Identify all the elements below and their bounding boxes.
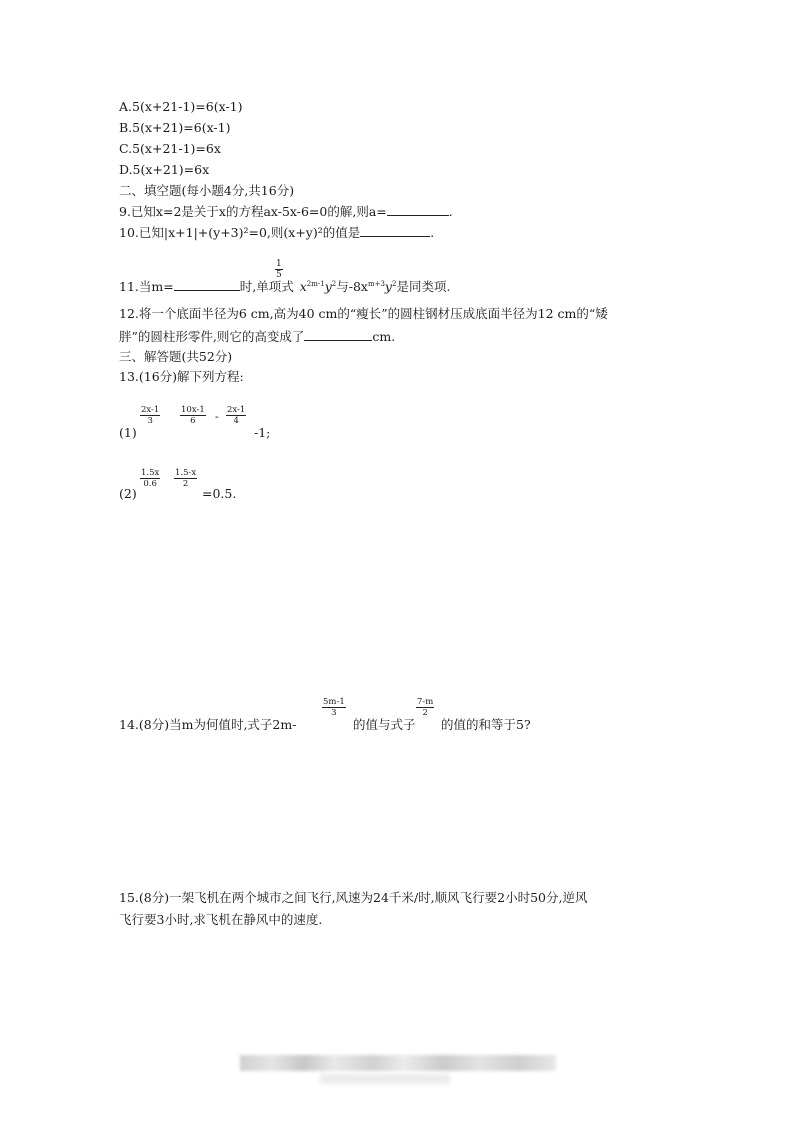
q14-f2-num: 7-m	[417, 697, 434, 707]
q13-1-f3-den: 4	[233, 416, 239, 426]
question-9-text: 9.已知x=2是关于x的方程ax-5x-6=0的解,则a=	[119, 204, 387, 219]
question-12-line-2	[119, 328, 395, 345]
question-9	[119, 203, 453, 220]
q13-1-f2-den: 6	[190, 416, 196, 426]
q13-2-f2-den: 2	[182, 479, 189, 489]
question-10-text: 10.已知|x+1|+(y+3)²=0,则(x+y)²的值是	[119, 225, 361, 240]
question-14-b: 的值与式子	[353, 717, 416, 732]
q11-exp-1: 2m-1	[306, 279, 325, 288]
q11-coef-den: 5	[276, 270, 282, 280]
question-13-title: 13.(16分)解下列方程:	[119, 369, 244, 384]
question-12-unit: cm.	[372, 329, 396, 344]
q11-y-exp-2: 2	[391, 279, 397, 288]
question-10-end: .	[430, 225, 435, 240]
q11-coefficient-fraction	[275, 259, 283, 280]
q11-term-y2: y	[384, 279, 392, 294]
question-12-line-1: 12.将一个底面半径为6 cm,高为40 cm的“瘦长”的圆柱钢材压成底面半径为12 cm的“矮	[119, 306, 608, 321]
question-11-mid: 时,单项式	[239, 279, 294, 294]
question-11	[119, 278, 450, 295]
option-c: C.5(x+21-1)=6x	[119, 141, 221, 156]
question-10	[119, 224, 434, 241]
question-14-c: 的值的和等于5?	[441, 717, 531, 732]
q11-term-x: x	[299, 279, 307, 294]
answer-blank-10	[360, 224, 430, 237]
section-3-title: 三、解答题(共52分)	[119, 349, 233, 364]
q13-1-tail: -1;	[254, 425, 271, 440]
q11-term-y: y	[324, 279, 332, 294]
q13-2-label: (2)	[119, 486, 137, 501]
q13-2-f2-num: 1.5-x	[175, 468, 197, 478]
q14-fraction-2	[416, 697, 434, 718]
footer-watermark-sub	[320, 1074, 450, 1084]
q14-f1-num: 5m-1	[323, 697, 345, 707]
option-b: B.5(x+21)=6(x-1)	[119, 120, 231, 135]
section-2-title: 二、填空题(每小题4分,共16分)	[119, 183, 295, 198]
q13-1-f1-num: 2x-1	[141, 405, 160, 415]
q11-exp-2: m+3	[367, 279, 385, 288]
question-11-prefix: 11.当m=	[119, 279, 174, 294]
q13-2-fraction-1	[140, 468, 160, 489]
q13-1-fraction-3	[226, 405, 246, 426]
answer-blank-9	[387, 203, 449, 216]
footer-watermark	[240, 1055, 556, 1071]
q13-2-fraction-2	[174, 468, 197, 489]
question-11-end: 是同类项.	[396, 279, 451, 294]
q14-f2-den: 2	[422, 708, 428, 718]
answer-blank-12	[304, 328, 372, 341]
q13-1-minus: -	[215, 410, 219, 423]
question-15-line-1: 15.(8分)一架飞机在两个城市之间飞行,风速为24千米/时,顺风飞行要2小时50分,逆风	[119, 890, 588, 905]
q14-f1-den: 3	[331, 708, 337, 718]
q11-link: 与-8x	[336, 279, 368, 294]
q11-y-exp-1: 2	[331, 279, 337, 288]
question-9-end: .	[448, 204, 453, 219]
option-a: A.5(x+21-1)=6(x-1)	[119, 99, 243, 114]
q11-coef-num: 1	[276, 259, 282, 269]
q13-2-f1-num: 1.5x	[141, 468, 160, 478]
q13-2-tail: =0.5.	[202, 486, 237, 501]
q14-fraction-1	[322, 697, 346, 718]
q13-1-f2-num: 10x-1	[181, 405, 205, 415]
option-d: D.5(x+21)=6x	[119, 162, 210, 177]
question-12-text: 胖”的圆柱形零件,则它的高变成了	[119, 329, 305, 344]
question-14-a: 14.(8分)当m为何值时,式子2m-	[119, 717, 297, 732]
answer-blank-11	[174, 278, 240, 291]
q13-1-fraction-2	[180, 405, 206, 426]
q13-2-f1-den: 0.6	[143, 479, 157, 489]
q13-1-label: (1)	[119, 425, 137, 440]
question-15-line-2: 飞行要3小时,求飞机在静风中的速度.	[119, 912, 323, 927]
q13-1-f3-num: 2x-1	[227, 405, 246, 415]
q13-1-fraction-1	[140, 405, 160, 426]
q13-1-f1-den: 3	[147, 416, 153, 426]
